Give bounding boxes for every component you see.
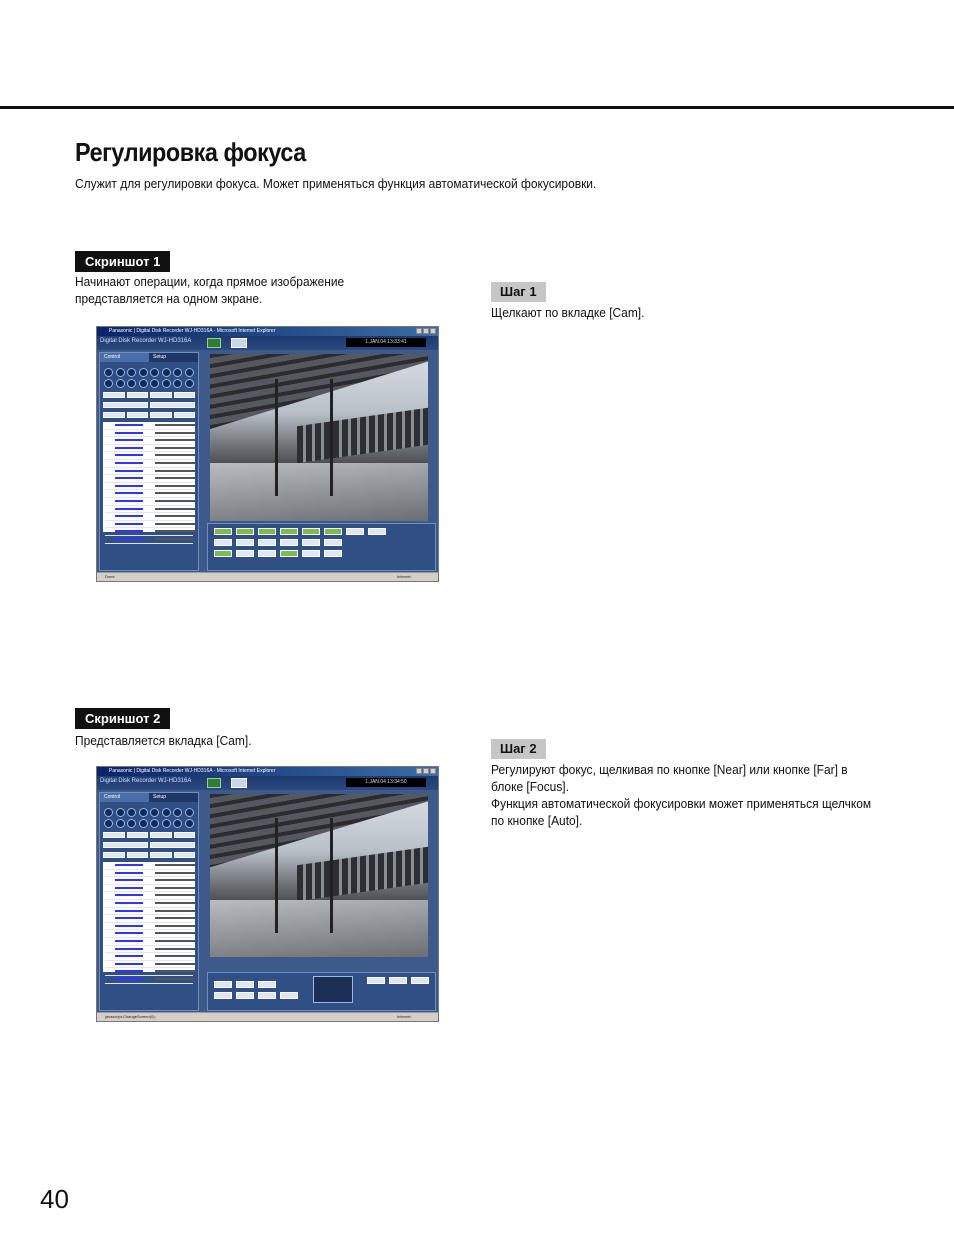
browser-titlebar <box>97 327 438 336</box>
step2-text-line2: Функция автоматической фокусировки может применяться щелчком по кнопке [Auto]. <box>491 796 872 828</box>
tab-control: Control <box>100 793 149 802</box>
recorder-app <box>97 776 438 1013</box>
close-icon <box>430 768 436 774</box>
camera-video <box>210 794 428 957</box>
playback-controls <box>207 523 436 571</box>
browser-titlebar <box>97 767 438 776</box>
page-title: Регулировка фокуса <box>75 137 306 167</box>
app-header <box>97 776 438 790</box>
far-button <box>258 992 276 999</box>
minimize-icon <box>416 768 422 774</box>
event-log-list <box>103 862 195 972</box>
camera-select-grid <box>104 808 194 828</box>
minimize-icon <box>416 328 422 334</box>
status-right: Internet <box>397 574 411 579</box>
camera-video <box>210 354 428 521</box>
step1-label: Шаг 1 <box>491 282 546 302</box>
app-clock: 1.JAN.04 13:34:50 <box>346 778 426 787</box>
live-button <box>207 338 221 348</box>
camera-select-grid <box>104 368 194 388</box>
browser-title: Panasonic | Digital Disk Recorder WJ-HD316A - Microsoft Internet Explorer <box>109 768 276 774</box>
header-rule <box>0 106 954 109</box>
maximize-icon <box>423 768 429 774</box>
control-sidebar <box>99 792 199 1011</box>
page-number: 40 <box>40 1184 69 1214</box>
control-sidebar <box>99 352 199 571</box>
auto-button <box>214 992 232 999</box>
step2-text-line1: Регулируют фокус, щелкивая по кнопке [Near] или кнопке [Far] в блоке [Focus]. <box>491 762 848 794</box>
live-button <box>207 778 221 788</box>
cam-controls <box>207 972 436 1011</box>
maximize-icon <box>423 328 429 334</box>
close-icon <box>430 328 436 334</box>
tab-setup: Setup <box>149 793 198 802</box>
app-clock: 1.JAN.04 13:33:41 <box>346 338 426 347</box>
header-button <box>231 338 247 348</box>
screenshot2-caption: Представляется вкладка [Cam]. <box>75 733 252 748</box>
browser-statusbar <box>97 572 438 581</box>
app-header <box>97 336 438 350</box>
header-button <box>231 778 247 788</box>
intro-text: Служит для регулировки фокуса. Может применяться функция автоматической фокусировки. <box>75 176 597 191</box>
screenshot1-label: Скриншот 1 <box>75 251 170 272</box>
screenshot1-caption: Начинают операции, когда прямое изображение представляется на одном экране. <box>75 274 345 306</box>
app-model: Digital Disk Recorder WJ-HD316A <box>100 338 192 344</box>
browser-title: Panasonic | Digital Disk Recorder WJ-HD316A - Microsoft Internet Explorer <box>109 328 276 334</box>
recorder-app <box>97 336 438 573</box>
ptz-pad <box>313 976 353 1003</box>
event-log-list <box>103 422 195 532</box>
step2-text <box>491 761 873 829</box>
status-left: Done <box>105 574 115 579</box>
near-button <box>236 992 254 999</box>
browser-statusbar <box>97 1012 438 1021</box>
tab-setup: Setup <box>149 353 198 362</box>
step2-label: Шаг 2 <box>491 739 546 759</box>
status-right: Internet <box>397 1014 411 1019</box>
tab-control: Control <box>100 353 149 362</box>
screenshot1-image <box>96 326 439 582</box>
status-left: javascript:ChangeScreen(0); <box>105 1014 156 1019</box>
step1-text: Щелкают по вкладке [Cam]. <box>491 305 645 320</box>
app-model: Digital Disk Recorder WJ-HD316A <box>100 778 192 784</box>
screenshot2-image <box>96 766 439 1022</box>
screenshot2-label: Скриншот 2 <box>75 708 170 729</box>
